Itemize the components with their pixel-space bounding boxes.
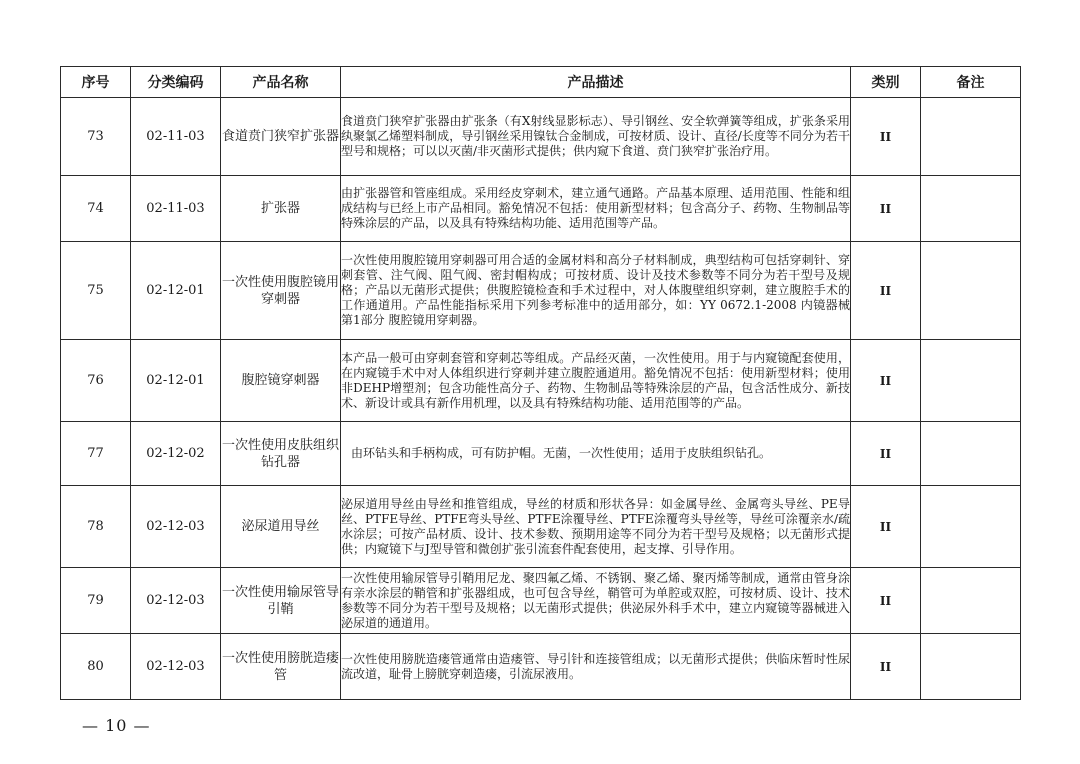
row-name: 一次性使用输尿管导引鞘: [221, 568, 341, 634]
header-class: 类别: [851, 67, 921, 98]
row-desc: 由环钻头和手柄构成，可有防护帽。无菌，一次性使用；适用于皮肤组织钻孔。: [341, 422, 851, 486]
row-desc: 食道贲门狭窄扩张器由扩张条（有X射线显影标志）、导引钢丝、安全软弹簧等组成，扩张条采用纨聚氯乙烯塑料制成，导引钢丝采用镍钛合金制成，可按材质、设计、直径/长度等不同分为若干型号和规格；可以以灭菌/非灭菌形式提供；供内窥下食道、贲门狭窄扩张治疗用。: [341, 98, 851, 176]
row-num: 76: [61, 340, 131, 422]
row-code: 02-12-03: [131, 486, 221, 568]
row-desc: 泌尿道用导丝由导丝和推管组成，导丝的材质和形状各异：如金属导丝、金属弯头导丝、PE导丝、PTFE导丝、PTFE弯头导丝、PTFE涂覆导丝、PTFE涂覆弯头导丝等，导丝可涂覆亲水/疏水涂层；可按产品材质、设计、技术参数、预期用途等不同分为若干型号及规格；以无菌形式提供；内窥镜下与J型导管和微创扩张引流套件配套使用，起支撑、引导作用。: [341, 486, 851, 568]
table-header-row: [61, 67, 1021, 98]
row-note: [921, 176, 1021, 242]
row-class: II: [851, 634, 921, 700]
page-number: — 10 —: [82, 716, 151, 735]
row-class: II: [851, 176, 921, 242]
row-class: II: [851, 568, 921, 634]
table-row: [61, 242, 1021, 340]
table-row: [61, 98, 1021, 176]
table-row: [61, 568, 1021, 634]
row-code: 02-11-03: [131, 98, 221, 176]
row-num: 75: [61, 242, 131, 340]
row-name: 一次性使用皮肤组织钻孔器: [221, 422, 341, 486]
device-catalog-table: [60, 66, 1021, 700]
row-class: II: [851, 98, 921, 176]
table-row: [61, 486, 1021, 568]
row-code: 02-11-03: [131, 176, 221, 242]
row-class: II: [851, 486, 921, 568]
row-note: [921, 568, 1021, 634]
row-name: 扩张器: [221, 176, 341, 242]
row-code: 02-12-01: [131, 242, 221, 340]
row-num: 74: [61, 176, 131, 242]
row-name: 食道贲门狭窄扩张器: [221, 98, 341, 176]
row-code: 02-12-01: [131, 340, 221, 422]
header-name: 产品名称: [221, 67, 341, 98]
table-row: [61, 422, 1021, 486]
row-name: 一次性使用腹腔镜用穿刺器: [221, 242, 341, 340]
header-code: 分类编码: [131, 67, 221, 98]
row-code: 02-12-03: [131, 634, 221, 700]
row-code: 02-12-02: [131, 422, 221, 486]
row-class: II: [851, 422, 921, 486]
row-num: 79: [61, 568, 131, 634]
row-code: 02-12-03: [131, 568, 221, 634]
row-num: 78: [61, 486, 131, 568]
header-desc: 产品描述: [341, 67, 851, 98]
row-note: [921, 340, 1021, 422]
row-name: 一次性使用膀胱造瘘管: [221, 634, 341, 700]
row-note: [921, 486, 1021, 568]
row-note: [921, 634, 1021, 700]
row-desc: 一次性使用腹腔镜用穿刺器可用合适的金属材料和高分子材料制成，典型结构可包括穿刺针、穿刺套管、注气阀、阻气阀、密封帽构成；可按材质、设计及技术参数等不同分为若干型号及规格；产品以无菌形式提供；供腹腔镜检查和手术过程中，对人体腹壁组织穿刺，建立腹腔手术的工作通道用。产品性能指标采用下列参考标准中的适用部分，如：YY 0672.1-2008 内镜器械 第1部分 腹腔镜用穿刺器。: [341, 242, 851, 340]
row-name: 腹腔镜穿刺器: [221, 340, 341, 422]
table-row: [61, 340, 1021, 422]
table-row: [61, 176, 1021, 242]
row-class: II: [851, 242, 921, 340]
row-name: 泌尿道用导丝: [221, 486, 341, 568]
row-num: 73: [61, 98, 131, 176]
row-num: 80: [61, 634, 131, 700]
row-note: [921, 242, 1021, 340]
row-desc: 由扩张器管和管座组成。采用经皮穿刺术，建立通气通路。产品基本原理、适用范围、性能和组成结构与已经上市产品相同。豁免情况不包括：使用新型材料；包含高分子、药物、生物制品等特殊涂层的产品，以及具有特殊结构功能、适用范围等产品。: [341, 176, 851, 242]
row-note: [921, 422, 1021, 486]
header-note: 备注: [921, 67, 1021, 98]
row-class: II: [851, 340, 921, 422]
header-num: 序号: [61, 67, 131, 98]
row-desc: 一次性使用膀胱造瘘管通常由造瘘管、导引针和连接管组成；以无菌形式提供；供临床暂时性尿流改道，耻骨上膀胱穿刺造瘘，引流尿液用。: [341, 634, 851, 700]
row-desc: 一次性使用输尿管导引鞘用尼龙、聚四氟乙烯、不锈钢、聚乙烯、聚丙烯等制成，通常由管身涂有亲水涂层的鞘管和扩张器组成，也可包含导丝，鞘管可为单腔或双腔，可按材质、设计、技术参数等不同分为若干型号及规格；以无菌形式提供；供泌尿外科手术中，建立内窥镜等器械进入泌尿道的通道用。: [341, 568, 851, 634]
row-desc: 本产品一般可由穿刺套管和穿刺芯等组成。产品经灭菌，一次性使用。用于与内窥镜配套使用，在内窥镜手术中对人体组织进行穿刺并建立腹腔通道用。豁免情况不包括：使用新型材料；使用非DEHP增塑剂；包含功能性高分子、药物、生物制品等特殊涂层的产品，包含活性成分、新技术、新设计或具有新作用机理，以及具有特殊结构功能、适用范围等的产品。: [341, 340, 851, 422]
row-num: 77: [61, 422, 131, 486]
table-row: [61, 634, 1021, 700]
row-note: [921, 98, 1021, 176]
